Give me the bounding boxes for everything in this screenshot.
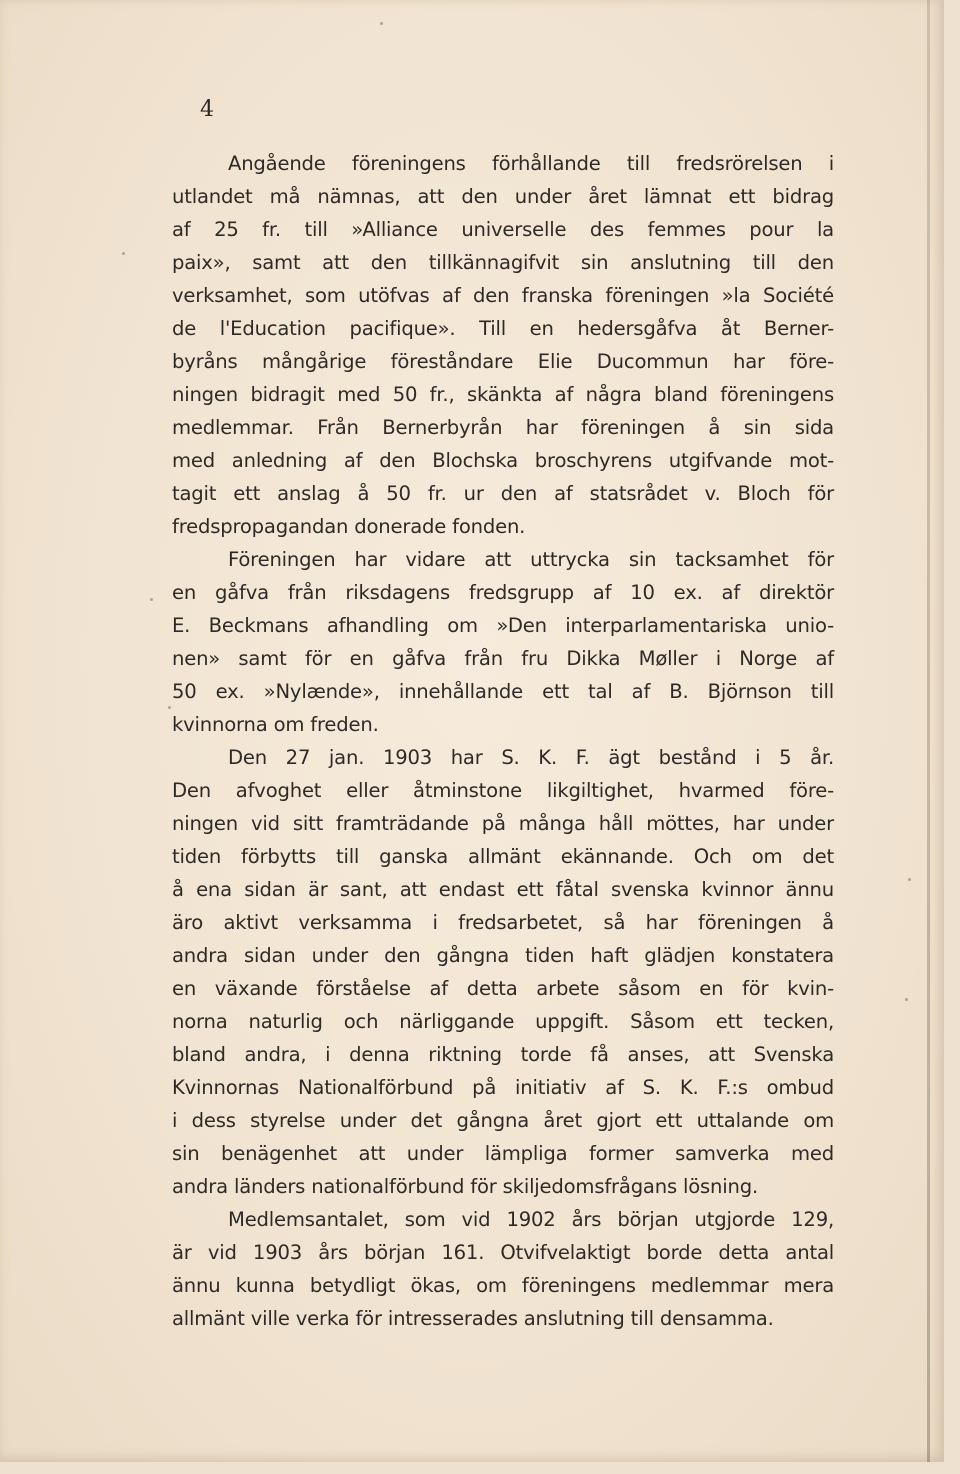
text-line: ningen bidragit med 50 fr., skänkta af några bland föreningens — [172, 383, 834, 406]
text-line: medlemmar. Från Bernerbyrån har föreningen å sin sida — [172, 416, 834, 439]
text-line: de l'Education pacifique». Till en hedersgåfva åt Berner- — [172, 317, 834, 340]
text-line: tiden förbytts till ganska allmänt ekännande. Och om det — [172, 845, 834, 868]
text-line: Kvinnornas Nationalförbund på initiativ af S. K. F.:s ombud — [172, 1076, 834, 1099]
body-text — [172, 147, 834, 1335]
text-line: i dess styrelse under det gångna året gjort ett uttalande om — [172, 1109, 834, 1132]
page-number: 4 — [200, 97, 214, 122]
text-line: 50 ex. »Nylænde», innehållande ett tal af B. Björnson till — [172, 680, 834, 703]
paper-speck — [122, 252, 125, 255]
text-line: å ena sidan är sant, att endast ett fåtal svenska kvinnor ännu — [172, 878, 834, 901]
text-line: kvinnorna om freden. — [172, 713, 379, 736]
text-line: tagit ett anslag å 50 fr. ur den af statsrådet v. Bloch för — [172, 482, 834, 505]
text-line: norna naturlig och närliggande uppgift. Såsom ett tecken, — [172, 1010, 834, 1033]
text-line: en växande förståelse af detta arbete såsom en för kvin- — [172, 977, 834, 1000]
text-line: fredspropagandan donerade fonden. — [172, 515, 526, 538]
paper-speck — [150, 598, 153, 601]
text-line: en gåfva från riksdagens fredsgrupp af 10 ex. af direktör — [172, 581, 834, 604]
paper-speck — [380, 22, 383, 25]
paper-speck — [168, 706, 171, 709]
paper-speck — [908, 878, 911, 881]
text-line: bland andra, i denna riktning torde få anses, att Svenska — [172, 1043, 834, 1066]
page-edge-shadow — [927, 0, 930, 1462]
text-line: E. Beckmans afhandling om »Den interparlamentariska unio- — [172, 614, 834, 637]
text-line: ningen vid sitt framträdande på många håll möttes, har under — [172, 812, 834, 835]
paper-speck — [905, 998, 908, 1001]
text-line: byråns mångårige föreståndare Elie Ducommun har före- — [172, 350, 834, 373]
text-line: allmänt ville verka för intresserades anslutning till densamma. — [172, 1307, 774, 1330]
text-line: ännu kunna betydligt ökas, om föreningens medlemmar mera — [172, 1274, 834, 1297]
text-line: Föreningen har vidare att uttrycka sin tacksamhet för — [228, 548, 834, 571]
text-line: Medlemsantalet, som vid 1902 års början utgjorde 129, — [228, 1208, 834, 1231]
text-line: andra länders nationalförbund för skiljedomsfrågans lösning. — [172, 1175, 758, 1198]
text-line: verksamhet, som utöfvas af den franska föreningen »la Société — [172, 284, 834, 307]
text-line: Den 27 jan. 1903 har S. K. F. ägt bestånd i 5 år. — [228, 746, 834, 769]
text-line: nen» samt för en gåfva från fru Dikka Møller i Norge af — [172, 647, 834, 670]
text-line: sin benägenhet att under lämpliga former samverka med — [172, 1142, 834, 1165]
text-line: Angående föreningens förhållande till fredsrörelsen i — [228, 152, 834, 175]
text-line: paix», samt att den tillkännagifvit sin anslutning till den — [172, 251, 834, 274]
text-line: Den afvoghet eller åtminstone likgiltighet, hvarmed före- — [172, 779, 834, 802]
text-line: utlandet må nämnas, att den under året lämnat ett bidrag — [172, 185, 834, 208]
text-line: andra sidan under den gångna tiden haft glädjen konstatera — [172, 944, 834, 967]
text-line: är vid 1903 års början 161. Otvifvelaktigt borde detta antal — [172, 1241, 834, 1264]
text-line: med anledning af den Blochska broschyrens utgifvande mot- — [172, 449, 834, 472]
text-line: af 25 fr. till »Alliance universelle des femmes pour la — [172, 218, 834, 241]
text-line: äro aktivt verksamma i fredsarbetet, så har föreningen å — [172, 911, 834, 934]
